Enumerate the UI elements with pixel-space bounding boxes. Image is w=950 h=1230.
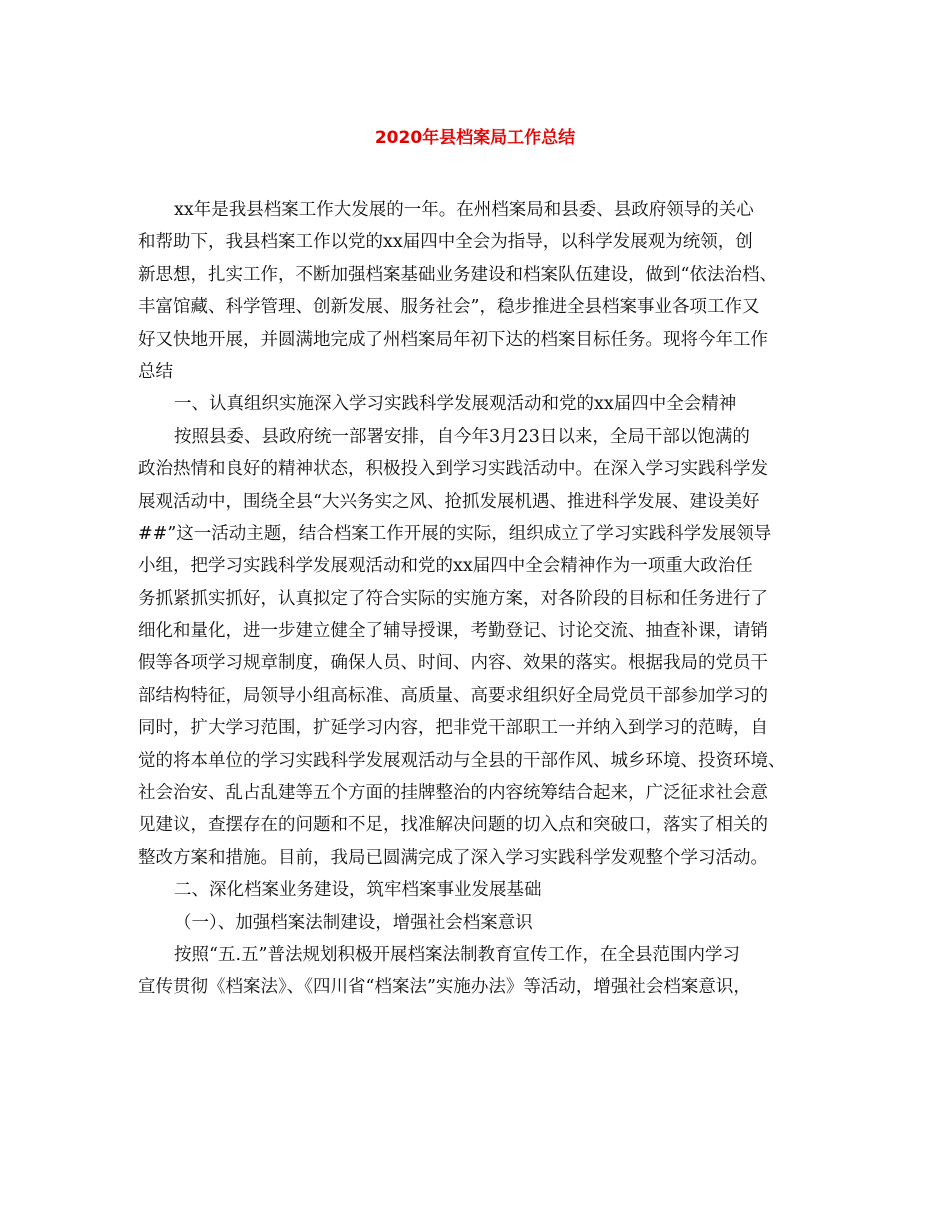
text-line: 细化和量化，进一步建立健全了辅导授课，考勤登记、讨论交流、抽查补课，请销 bbox=[138, 621, 768, 642]
text-line: 好又快地开展，并圆满地完成了州档案局年初下达的档案目标任务。现将今年工作 bbox=[138, 329, 768, 350]
text-line: 一、认真组织实施深入学习实践科学发展观活动和党的xx届四中全会精神 bbox=[174, 394, 737, 415]
text-line: 新思想，扎实工作，不断加强档案基础业务建设和档案队伍建设，做到“依法治档、 bbox=[138, 264, 777, 285]
text-line: （一）、加强档案法制建设，增强社会档案意识 bbox=[174, 912, 533, 933]
text-line: 按照“五.五”普法规划积极开展档案法制教育宣传工作，在全县范围内学习 bbox=[174, 944, 740, 965]
text-line: 小组，把学习实践科学发展观活动和党的xx届四中全会精神作为一项重大政治任 bbox=[138, 556, 753, 577]
text-line: ##”这一活动主题，结合档案工作开展的实际，组织成立了学习实践科学发展领导 bbox=[138, 523, 772, 544]
text-line: 总结 bbox=[138, 361, 173, 382]
text-line: 整改方案和措施。目前，我局已圆满完成了深入学习实践科学发观整个学习活动。 bbox=[138, 847, 768, 868]
text-line: 同时，扩大学习范围，扩延学习内容，把非党干部职工一并纳入到学习的范畴，自 bbox=[138, 718, 768, 739]
text-line: 按照县委、县政府统一部署安排，自今年3月23日以来，全局干部以饱满的 bbox=[174, 426, 750, 447]
document-title: 2020年县档案局工作总结 bbox=[374, 128, 576, 148]
text-line: 二、深化档案业务建设，筑牢档案事业发展基础 bbox=[174, 880, 542, 901]
text-line: 假等各项学习规章制度，确保人员、时间、内容、效果的落实。根据我局的党员干 bbox=[138, 653, 768, 674]
text-line: 见建议，查摆存在的问题和不足，找准解决问题的切入点和突破口，落实了相关的 bbox=[138, 815, 768, 836]
text-line: 政治热情和良好的精神状态，积极投入到学习实践活动中。在深入学习实践科学发 bbox=[138, 459, 768, 480]
text-line: 丰富馆藏、科学管理、创新发展、服务社会”，稳步推进全县档案事业各项工作又 bbox=[138, 297, 760, 318]
text-line: 觉的将本单位的学习实践科学发展观活动与全县的干部作风、城乡环境、投资环境、 bbox=[138, 750, 786, 771]
text-line: 社会治安、乱占乱建等五个方面的挂牌整治的内容统筹结合起来，广泛征求社会意 bbox=[138, 783, 768, 804]
text-line: xx年是我县档案工作大发展的一年。在州档案局和县委、县政府领导的关心 bbox=[174, 200, 754, 220]
text-line: 务抓紧抓实抓好，认真拟定了符合实际的实施方案，对各阶段的目标和任务进行了 bbox=[138, 588, 768, 609]
text-line: 宣传贯彻《档案法》、《四川省“档案法”实施办法》等活动，增强社会档案意识， bbox=[138, 977, 751, 998]
text-line: 展观活动中，围绕全县“大兴务实之风、抢抓发展机遇、推进科学发展、建设美好 bbox=[138, 491, 760, 512]
document-body bbox=[138, 194, 828, 1004]
text-line: 部结构特征，局领导小组高标准、高质量、高要求组织好全局党员干部参加学习的 bbox=[138, 685, 768, 706]
text-line: 和帮助下，我县档案工作以党的xx届四中全会为指导，以科学发展观为统领，创 bbox=[138, 232, 753, 253]
